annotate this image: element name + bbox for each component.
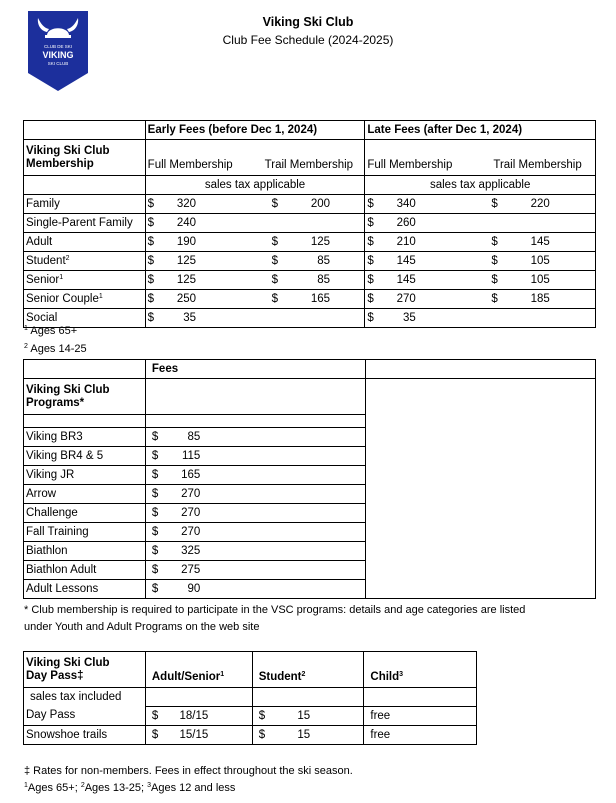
early-full-fee: 250: [176, 292, 197, 305]
membership-fee-table: [23, 120, 596, 328]
membership-row: [24, 271, 596, 290]
membership-footnote-2: $^2$ Ages 14-25: [24, 343, 87, 355]
membership-type-label: Senior Couple: [26, 292, 99, 305]
currency-sign: $: [151, 430, 159, 443]
membership-footnote-1: $^1$ Ages 65+: [24, 325, 78, 337]
membership-type-cell: [24, 271, 146, 290]
membership-type-cell: [24, 290, 146, 309]
logo-text-ski-club: SKI CLUB: [47, 61, 69, 66]
membership-type-cell: [24, 214, 146, 233]
logo-text-viking: VIKING: [42, 50, 74, 60]
programs-note-line2: under Youth and Adult Programs on the web site: [24, 621, 260, 633]
currency-sign: $: [151, 582, 159, 595]
membership-row: [24, 195, 596, 214]
day-pass-type: Snowshoe trails: [24, 726, 146, 745]
late-trail-fee: 105: [530, 273, 550, 286]
currency-sign: $: [258, 728, 266, 741]
early-trail-fee: 165: [310, 292, 331, 305]
currency-sign: $: [271, 235, 279, 248]
membership-row-header-line1: Viking Ski Club: [26, 144, 110, 157]
currency-sign: $: [271, 273, 279, 286]
program-row: [24, 523, 596, 542]
day-pass-student-fee: 15: [297, 728, 311, 741]
currency-sign: $: [491, 254, 498, 267]
currency-sign: $: [147, 292, 155, 305]
late-full-fee: 145: [396, 273, 416, 286]
currency-sign: $: [271, 292, 279, 305]
early-full-fee: 125: [176, 254, 197, 267]
day-pass-row: [24, 726, 477, 745]
currency-sign: $: [151, 563, 159, 576]
membership-row: [24, 233, 596, 252]
late-full-membership-header: Full Membership: [367, 159, 453, 171]
currency-sign: $: [367, 311, 374, 324]
program-fee: 325: [181, 544, 201, 557]
program-name: Viking BR4 & 5: [24, 447, 146, 466]
membership-row: [24, 214, 596, 233]
early-full-fee: 125: [176, 273, 197, 286]
program-name: Challenge: [24, 504, 146, 523]
program-fee: 275: [181, 563, 201, 576]
currency-sign: $: [367, 216, 374, 229]
page-subtitle: Club Fee Schedule (2024-2025): [222, 33, 394, 47]
day-pass-adult-header: Adult/Senior$^1$: [145, 652, 252, 688]
early-trail-membership-header: Trail Membership: [264, 159, 354, 171]
early-full-fee: 35: [183, 311, 197, 324]
membership-row-header-line2: Membership: [26, 157, 94, 170]
membership-tax-note-row: [24, 176, 596, 195]
program-name: Fall Training: [24, 523, 146, 542]
programs-row-header-line2: Programs*: [26, 396, 85, 409]
program-row: [24, 561, 596, 580]
day-pass-adult-fee: 18/15: [179, 709, 209, 722]
day-pass-child-fee: free: [364, 726, 477, 745]
currency-sign: $: [151, 468, 159, 481]
currency-sign: $: [258, 709, 266, 722]
membership-type-label: Family: [26, 197, 60, 210]
currency-sign: $: [367, 235, 374, 248]
day-pass-adult-fee: 15/15: [179, 728, 209, 741]
late-tax-note: sales tax applicable: [365, 176, 596, 195]
program-row: [24, 580, 596, 599]
late-trail-fee: 105: [530, 254, 550, 267]
currency-sign: $: [491, 292, 498, 305]
early-trail-fee: 125: [310, 235, 331, 248]
day-pass-header-row: [24, 652, 477, 688]
membership-row: [24, 290, 596, 309]
program-row: [24, 504, 596, 523]
program-row: [24, 428, 596, 447]
early-full-fee: 240: [176, 216, 197, 229]
currency-sign: $: [147, 216, 155, 229]
early-full-membership-header: Full Membership: [147, 159, 233, 171]
early-fees-header: Early Fees (before Dec 1, 2024): [145, 121, 365, 140]
early-trail-fee: 200: [310, 197, 331, 210]
currency-sign: $: [147, 273, 155, 286]
program-name: Adult Lessons: [24, 580, 146, 599]
program-row: [24, 466, 596, 485]
membership-type-cell: [24, 195, 146, 214]
membership-type-footnote-mark: 1: [98, 292, 103, 300]
day-pass-child-fee: free: [364, 707, 477, 726]
day-pass-student-header: Student$^2$: [252, 652, 364, 688]
currency-sign: $: [151, 506, 159, 519]
membership-type-cell: [24, 233, 146, 252]
currency-sign: $: [491, 273, 498, 286]
day-pass-table: [23, 651, 477, 745]
program-fee: 90: [187, 582, 201, 595]
currency-sign: $: [367, 292, 374, 305]
day-pass-child-header: Child$^3$: [364, 652, 477, 688]
program-row: [24, 447, 596, 466]
day-pass-row: [24, 707, 477, 726]
program-name: Biathlon Adult: [24, 561, 146, 580]
programs-title-row: [24, 379, 596, 415]
program-fee: 270: [181, 525, 201, 538]
programs-header-row: [24, 360, 596, 379]
programs-row-header-line1: Viking Ski Club: [26, 383, 110, 396]
program-fee: 165: [181, 468, 201, 481]
early-tax-note: sales tax applicable: [145, 176, 365, 195]
late-full-fee: 270: [396, 292, 416, 305]
program-fee: 85: [187, 430, 201, 443]
program-name: Viking BR3: [24, 428, 146, 447]
early-full-fee: 190: [176, 235, 197, 248]
day-pass-row-header-line1: Viking Ski Club: [26, 656, 110, 669]
program-fee: 115: [181, 449, 201, 462]
membership-type-footnote-mark: 2: [65, 254, 70, 262]
late-fees-header: Late Fees (after Dec 1, 2024): [365, 121, 596, 140]
programs-fee-table: [23, 359, 596, 599]
day-pass-footnote-1: ‡ Rates for non-members. Fees in effect throughout the ski season.: [24, 765, 353, 777]
day-pass-type: Day Pass: [24, 707, 146, 726]
currency-sign: $: [151, 709, 159, 722]
late-full-fee: 260: [396, 216, 416, 229]
currency-sign: $: [147, 254, 155, 267]
program-row: [24, 485, 596, 504]
late-trail-fee: 185: [530, 292, 550, 305]
currency-sign: $: [147, 311, 155, 324]
program-fee: 270: [181, 487, 201, 500]
membership-type-cell: [24, 252, 146, 271]
currency-sign: $: [151, 449, 159, 462]
currency-sign: $: [367, 273, 374, 286]
membership-type-label: Social: [26, 311, 58, 324]
program-name: Biathlon: [24, 542, 146, 561]
day-pass-footnote-2: $^1$Ages 65+; $^2$Ages 13-25; $^3$Ages 12 and less: [24, 782, 236, 794]
membership-row: [24, 252, 596, 271]
late-full-fee: 340: [396, 197, 416, 210]
currency-sign: $: [151, 525, 159, 538]
currency-sign: $: [367, 254, 374, 267]
page-title: Viking Ski Club: [262, 15, 354, 29]
late-trail-membership-header: Trail Membership: [493, 159, 582, 171]
program-name: Arrow: [24, 485, 146, 504]
day-pass-tax-row: [24, 688, 477, 707]
early-full-fee: 320: [176, 197, 197, 210]
currency-sign: $: [271, 197, 279, 210]
currency-sign: $: [271, 254, 279, 267]
early-trail-fee: 85: [317, 254, 331, 267]
late-full-fee: 35: [402, 311, 416, 324]
currency-sign: $: [147, 235, 155, 248]
late-full-fee: 145: [396, 254, 416, 267]
late-full-fee: 210: [396, 235, 416, 248]
program-name: Viking JR: [24, 466, 146, 485]
programs-note-line1: * Club membership is required to participate in the VSC programs: details and age categories are listed: [24, 604, 526, 616]
logo-text-club-de-ski: CLUB DE SKI: [43, 44, 73, 49]
currency-sign: $: [491, 197, 498, 210]
late-trail-fee: 220: [530, 197, 550, 210]
day-pass-student-fee: 15: [297, 709, 311, 722]
currency-sign: $: [151, 728, 159, 741]
programs-fees-header: Fees: [145, 360, 365, 379]
currency-sign: $: [151, 487, 159, 500]
currency-sign: $: [147, 197, 155, 210]
currency-sign: $: [367, 197, 374, 210]
membership-row: [24, 309, 596, 328]
program-row: [24, 542, 596, 561]
day-pass-tax-note: sales tax included: [24, 688, 146, 707]
membership-type-footnote-mark: 1: [59, 273, 64, 281]
membership-column-header-row: [24, 140, 596, 176]
currency-sign: $: [151, 544, 159, 557]
early-trail-fee: 85: [317, 273, 331, 286]
membership-type-label: Senior: [26, 273, 60, 286]
day-pass-row-header-line2: Day Pass‡: [26, 669, 84, 682]
membership-type-label: Adult: [26, 235, 53, 248]
membership-type-label: Student: [26, 254, 66, 267]
late-trail-fee: 145: [530, 235, 550, 248]
currency-sign: $: [491, 235, 498, 248]
membership-group-header-row: [24, 121, 596, 140]
membership-type-label: Single-Parent Family: [26, 216, 133, 229]
program-fee: 270: [181, 506, 201, 519]
